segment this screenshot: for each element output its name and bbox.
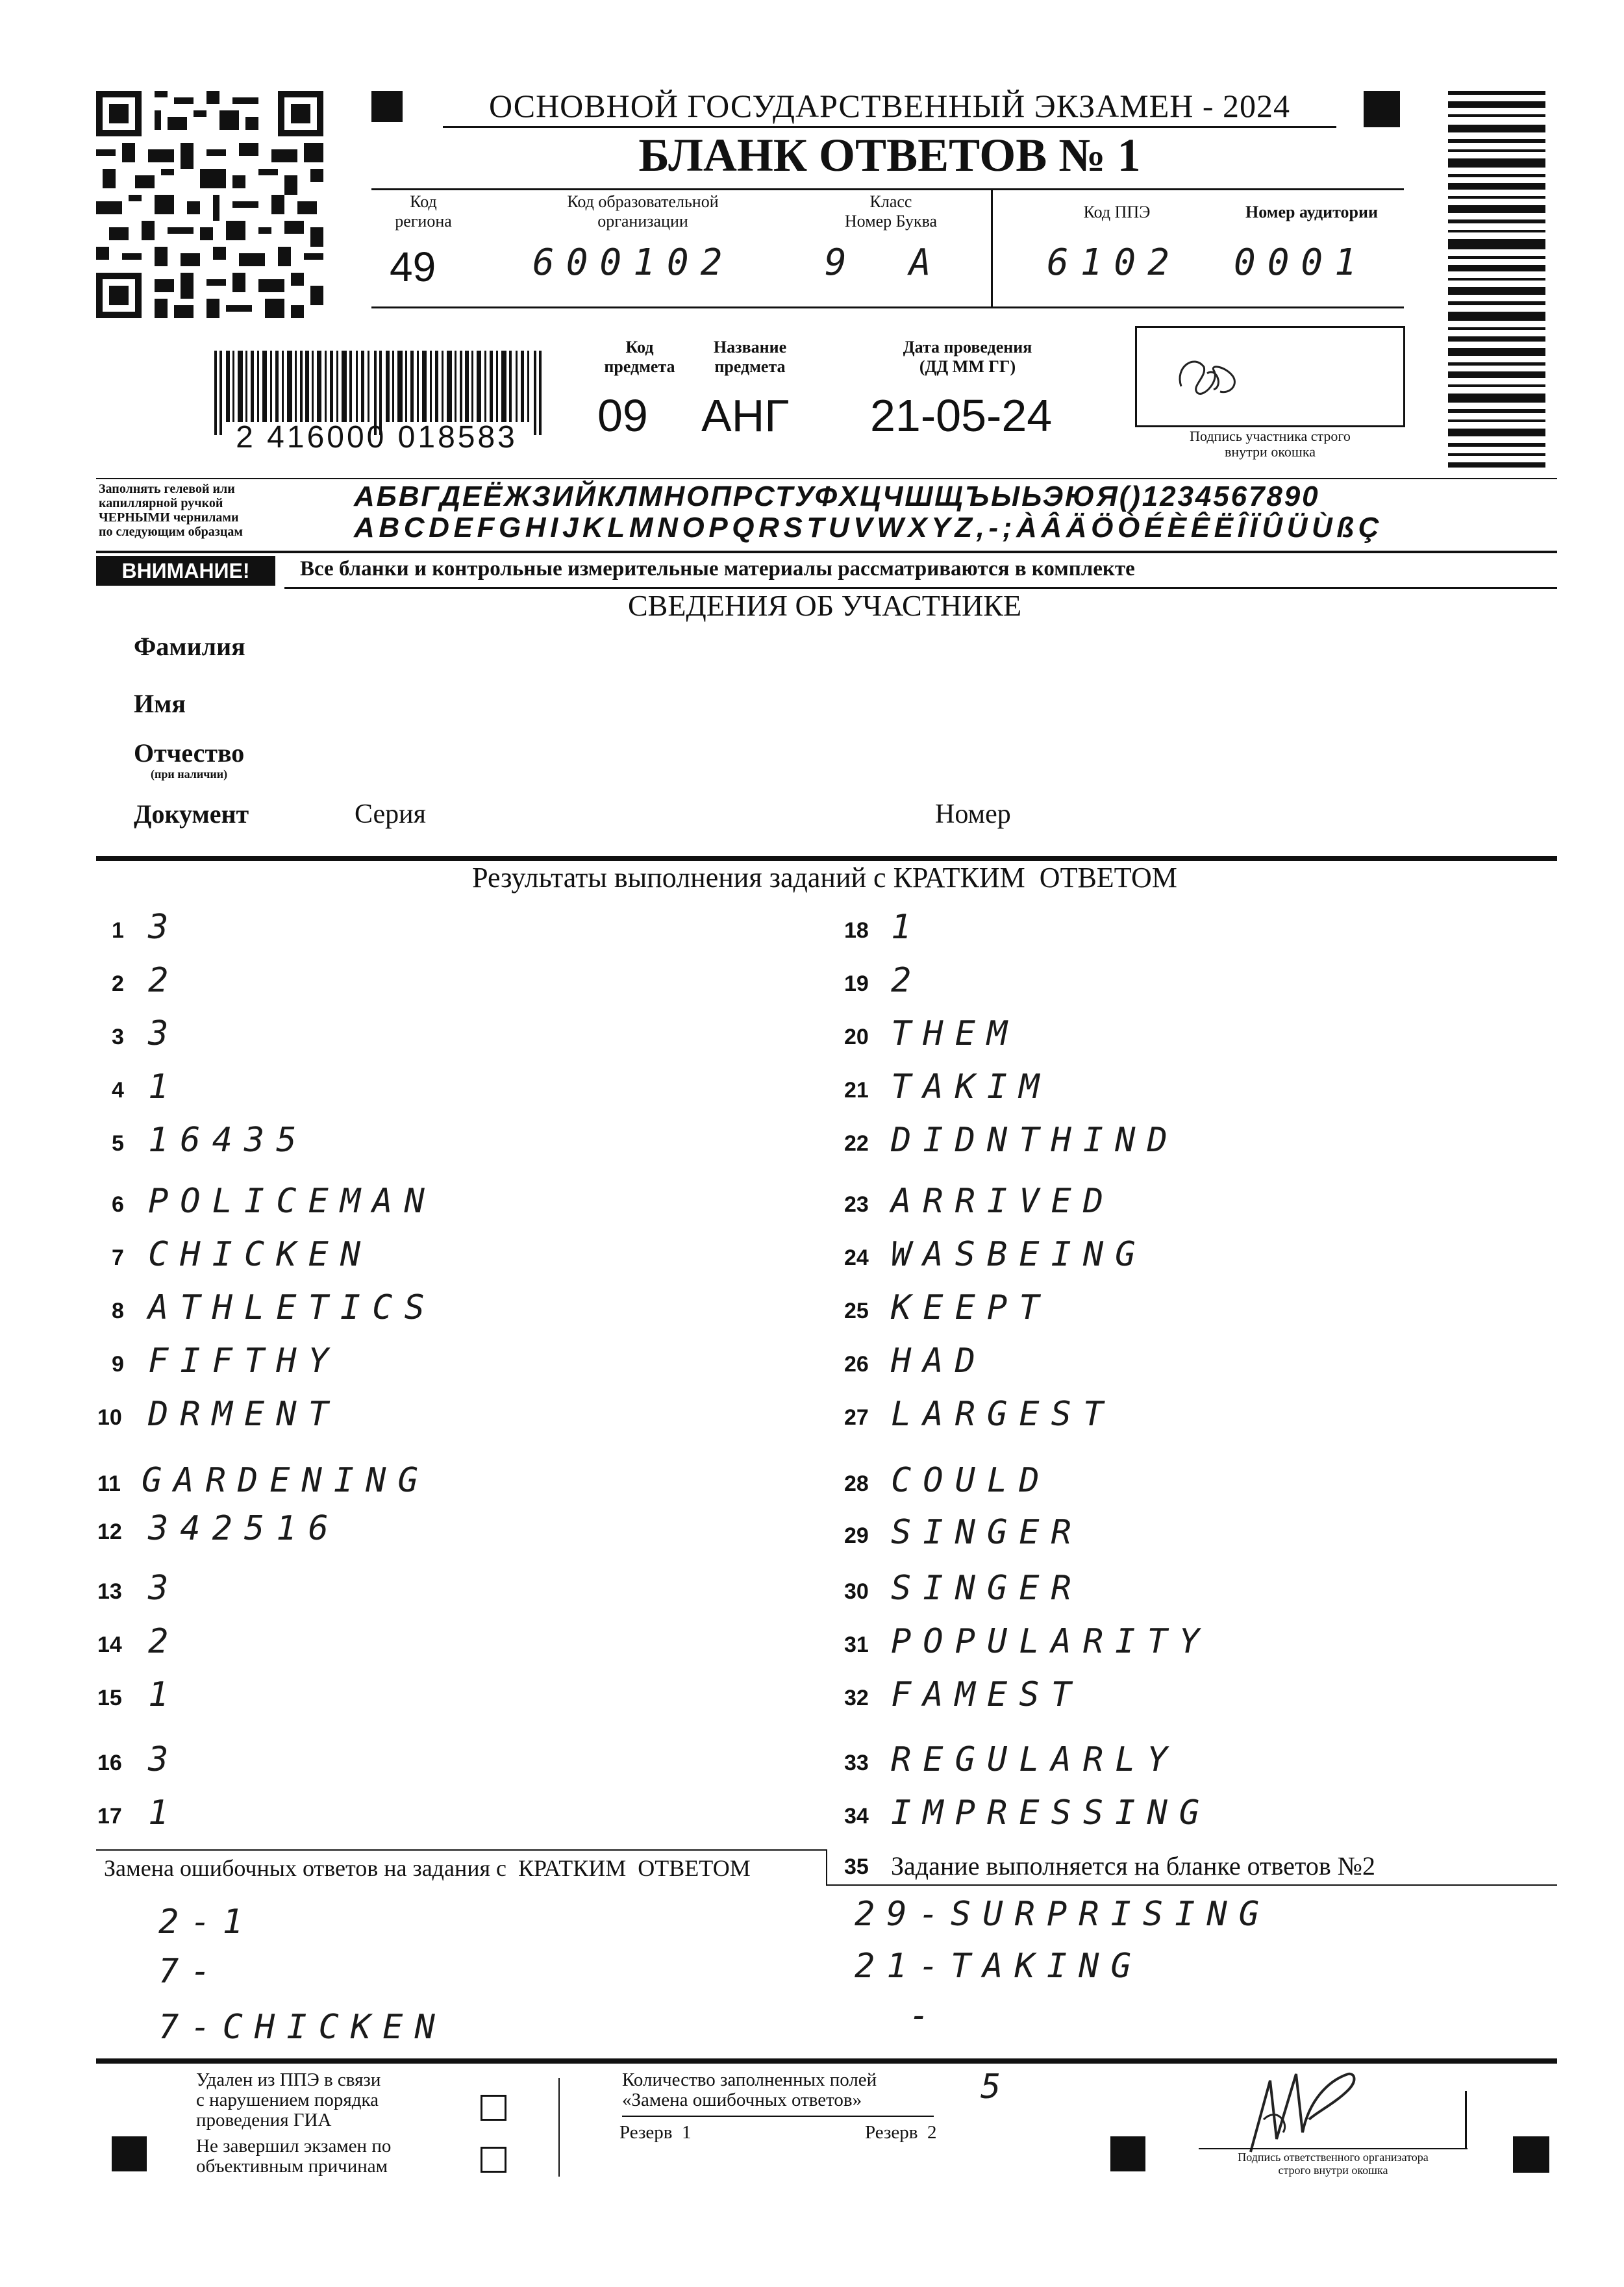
answer-number: 18 — [844, 918, 869, 943]
form-title: БЛАНК ОТВЕТОВ № 1 — [638, 129, 1141, 181]
patronymic-label: Отчество — [134, 738, 245, 768]
qr-code — [96, 91, 323, 318]
answer-number: 16 — [97, 1751, 122, 1775]
answer-number: 1 — [112, 918, 124, 943]
answer-number: 28 — [844, 1471, 869, 1496]
codes-top-border — [371, 188, 1404, 190]
answer-value[interactable]: DIDNTHIND — [891, 1121, 1179, 1160]
exam-date-value: 21-05-24 — [870, 390, 1053, 441]
answer-value[interactable]: IMPRESSING — [891, 1793, 1212, 1832]
participant-signature — [1168, 341, 1266, 412]
replacement-count-value[interactable]: 5 — [981, 2068, 1013, 2106]
replacement-left-2[interactable]: 7- — [158, 1952, 223, 1991]
answer-number: 4 — [112, 1078, 124, 1103]
answer-value[interactable]: CHICKEN — [148, 1235, 373, 1274]
replacement-count-label: Количество заполненных полей «Замена ошибочных ответов» — [622, 2069, 877, 2110]
ppe-value: 6102 — [1047, 242, 1181, 284]
answer-number: 22 — [844, 1131, 869, 1156]
answer-number: 9 — [112, 1352, 124, 1377]
answer-value[interactable]: ATHLETICS — [148, 1288, 436, 1327]
samples-row-1: АБВГДЕЁЖЗИЙКЛМНОПРСТУФХЦЧШЩЪЫЬЭЮЯ()1234567890 — [354, 481, 1320, 512]
subject-code-value: 09 — [597, 390, 648, 441]
answer-value[interactable]: 16435 — [148, 1121, 308, 1160]
replacement-title: Замена ошибочных ответов на задания с КРАТКИМ ОТВЕТОМ — [104, 1855, 751, 1881]
class-label: Класс Номер Буква — [844, 192, 938, 231]
reserve-1: Резерв 1 — [619, 2122, 692, 2143]
answer-value[interactable]: ARRIVED — [891, 1182, 1116, 1221]
answer-value[interactable]: SINGER — [891, 1569, 1083, 1608]
answer-number: 17 — [97, 1804, 122, 1829]
replacement-right-1[interactable]: 29-SURPRISING — [855, 1895, 1271, 1934]
samples-top-rule — [96, 478, 1557, 479]
replacement-count-underline — [622, 2116, 934, 2117]
answer-number: 30 — [844, 1579, 869, 1604]
answer-value[interactable]: FAMEST — [891, 1675, 1083, 1714]
answer-number: 27 — [844, 1405, 869, 1430]
answer-value[interactable]: HAD — [891, 1342, 987, 1381]
corner-marker-top-right — [1364, 91, 1400, 127]
codes-divider — [991, 188, 993, 308]
subject-name-label: Название предмета — [713, 338, 787, 376]
subject-code-label: Код предмета — [604, 338, 675, 376]
subject-name-value: АНГ — [701, 390, 790, 441]
q35-text: Задание выполняется на бланке ответов №2 — [891, 1851, 1375, 1881]
answer-number: 7 — [112, 1245, 124, 1270]
side-barcode — [1448, 91, 1545, 468]
answer-number: 11 — [97, 1471, 121, 1496]
answer-number: 21 — [844, 1078, 869, 1103]
number-label: Номер — [935, 799, 1011, 829]
class-letter: А — [909, 242, 943, 284]
surname-label: Фамилия — [134, 632, 245, 661]
participant-signature-caption: Подпись участника строго внутри окошка — [1190, 428, 1351, 460]
replacement-top-rule — [96, 1849, 827, 1851]
answer-value[interactable]: KEEPT — [891, 1288, 1051, 1327]
answer-number: 32 — [844, 1686, 869, 1710]
patronymic-note: (при наличии) — [151, 768, 228, 781]
answer-number: 24 — [844, 1245, 869, 1270]
replacement-right-3[interactable]: - — [909, 1996, 942, 2035]
not-finished-checkbox[interactable] — [481, 2147, 506, 2173]
participant-section-title: СВЕДЕНИЯ ОБ УЧАСТНИКЕ — [627, 589, 1022, 622]
exam-title: ОСНОВНОЙ ГОСУДАРСТВЕННЫЙ ЭКЗАМЕН - 2024 — [489, 88, 1290, 124]
answer-number: 19 — [844, 971, 869, 996]
corner-marker-bottom-left — [112, 2136, 147, 2171]
answer-value[interactable]: REGULARLY — [891, 1740, 1179, 1779]
samples-bottom-rule — [96, 551, 1557, 553]
answer-value[interactable]: 3 — [148, 908, 181, 947]
answer-value[interactable]: POPULARITY — [891, 1622, 1212, 1661]
samples-instruction: Заполнять гелевой или капиллярной ручкой ЧЕРНЫМИ чернилами по следующим образцам — [99, 482, 243, 539]
document-label: Документ — [134, 799, 249, 829]
replacement-left-1[interactable]: 2-1 — [158, 1903, 255, 1942]
answer-number: 3 — [112, 1025, 124, 1049]
codes-bottom-border — [371, 306, 1404, 308]
participant-signature-box[interactable] — [1135, 326, 1405, 427]
answer-value[interactable]: GARDENING — [142, 1461, 430, 1500]
answer-value[interactable]: THEM — [891, 1014, 1019, 1053]
replacement-divider — [826, 1849, 827, 1886]
answer-value[interactable]: 1 — [148, 1068, 181, 1106]
answer-number: 20 — [844, 1025, 869, 1049]
answer-number: 13 — [97, 1579, 122, 1604]
answer-number: 6 — [112, 1192, 124, 1217]
reserve-2: Резерв 2 — [865, 2122, 937, 2143]
answer-number: 25 — [844, 1299, 869, 1323]
corner-marker-bottom-right — [1513, 2136, 1549, 2173]
answer-value[interactable]: TAKIM — [891, 1068, 1051, 1106]
corner-marker-bottom-mid — [1110, 2136, 1145, 2171]
answer-number: 15 — [97, 1686, 122, 1710]
answer-number: 8 — [112, 1299, 124, 1323]
answer-number: 26 — [844, 1352, 869, 1377]
samples-row-2: ABCDEFGHIJKLMNOPQRSTUVWXYZ,-;ÀÂÄÖÒÉÈÊËÎÏÛÜÙßÇ — [354, 512, 1384, 544]
replacement-right-2[interactable]: 21-TAKING — [855, 1947, 1143, 1986]
room-label: Номер аудитории — [1245, 203, 1378, 221]
answer-value[interactable]: SINGER — [891, 1513, 1083, 1552]
answer-value[interactable]: 1 — [148, 1675, 181, 1714]
answer-value[interactable]: 1 — [891, 908, 923, 947]
notice-badge: ВНИМАНИЕ! — [96, 556, 275, 586]
answer-number: 12 — [97, 1519, 122, 1544]
q35-number: 35 — [844, 1855, 869, 1879]
organizer-signature-box[interactable] — [1199, 2091, 1467, 2148]
answer-value[interactable]: 3 — [148, 1569, 181, 1608]
class-number: 9 — [825, 242, 858, 284]
exam-title-underline — [443, 126, 1336, 128]
name-label: Имя — [134, 689, 186, 718]
answer-value[interactable]: 2 — [148, 961, 181, 1000]
region-label: Код региона — [395, 192, 452, 231]
results-top-rule — [96, 856, 1557, 861]
answer-value[interactable]: WASBEING — [891, 1235, 1147, 1274]
answer-value[interactable]: 3 — [148, 1740, 181, 1779]
organizer-signature-caption: Подпись ответственного организатора строго внутри окошка — [1238, 2151, 1429, 2177]
answer-number: 14 — [97, 1632, 122, 1657]
notice-text: Все бланки и контрольные измерительные материалы рассматриваются в комплекте — [300, 557, 1135, 581]
answer-value[interactable]: 342516 — [148, 1509, 340, 1548]
organizer-signature — [1225, 2061, 1380, 2158]
series-label: Серия — [355, 799, 426, 829]
not-finished-text: Не завершил экзамен по объективным причинам — [196, 2136, 392, 2177]
answer-number: 5 — [112, 1131, 124, 1156]
region-value: 49 — [390, 244, 436, 290]
answer-value[interactable]: COULD — [891, 1461, 1051, 1500]
removed-text: Удален из ППЭ в связи с нарушением порядка проведения ГИА — [196, 2069, 381, 2131]
answer-number: 34 — [844, 1804, 869, 1829]
answer-value[interactable]: DRMENT — [148, 1395, 340, 1434]
answer-value[interactable]: LARGEST — [891, 1395, 1116, 1434]
q35-bottom-rule — [826, 1884, 1557, 1886]
answer-number: 31 — [844, 1632, 869, 1657]
removed-checkbox[interactable] — [481, 2095, 506, 2121]
answer-number: 2 — [112, 971, 124, 996]
footer-divider — [558, 2078, 560, 2177]
answer-value[interactable]: 3 — [148, 1014, 181, 1053]
answer-value[interactable]: 2 — [148, 1622, 181, 1661]
answer-number: 29 — [844, 1523, 869, 1548]
answer-value[interactable]: 2 — [891, 961, 923, 1000]
results-title: Результаты выполнения заданий с КРАТКИМ ОТВЕТОМ — [472, 862, 1177, 894]
ppe-label: Код ППЭ — [1083, 203, 1151, 221]
org-label: Код образовательной организации — [567, 192, 719, 231]
room-value: 0001 — [1234, 242, 1368, 284]
answer-value[interactable]: 1 — [148, 1793, 181, 1832]
replacement-left-3[interactable]: 7-CHICKEN — [158, 2008, 447, 2047]
answer-number: 23 — [844, 1192, 869, 1217]
barcode-number: 2 416000 018583 — [236, 420, 518, 455]
org-value: 600102 — [532, 242, 734, 284]
answer-value[interactable]: FIFTHY — [148, 1342, 340, 1381]
answer-number: 33 — [844, 1751, 869, 1775]
corner-marker-top-left — [371, 91, 403, 122]
exam-date-label: Дата проведения (ДД ММ ГГ) — [903, 338, 1032, 376]
answer-number: 10 — [97, 1405, 122, 1430]
answer-value[interactable]: POLICEMAN — [148, 1182, 436, 1221]
organizer-signature-underline — [1199, 2148, 1468, 2149]
